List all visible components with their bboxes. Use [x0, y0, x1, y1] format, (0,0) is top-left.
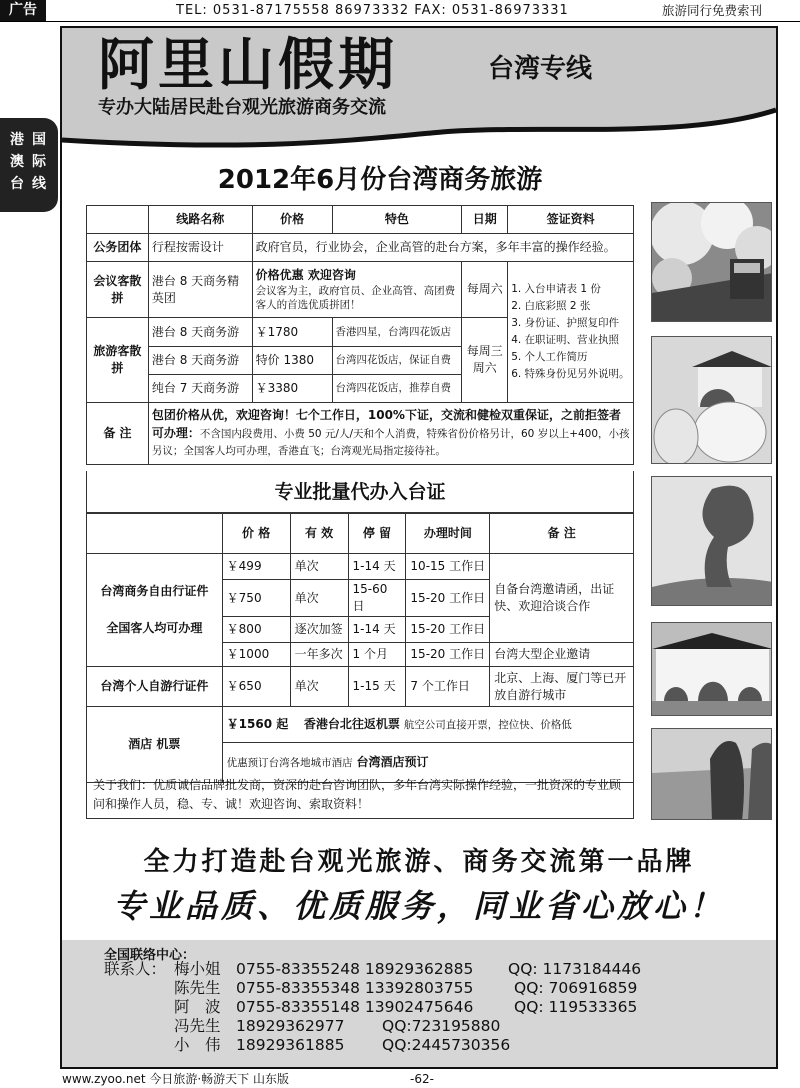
flight-price: ￥1560 起: [226, 717, 289, 731]
contact-qq: QQ: 706916859: [514, 979, 638, 997]
feature-text: 会议客为主，政府官员、企业高管、高团费客人的首选优质拼团！: [255, 285, 456, 311]
valid-cell: 单次: [290, 554, 348, 580]
table-header-row: [87, 206, 634, 234]
top-bar: [0, 0, 800, 22]
col-feature: 特色: [332, 206, 462, 234]
valid-cell: 单次: [290, 580, 348, 617]
contact-qq: QQ:723195880: [382, 1017, 501, 1035]
desc-cell: 政府官员，行业协会，企业高管的赴台方案，多年丰富的操作经验。: [252, 234, 633, 262]
price-cell: ￥750: [222, 580, 290, 617]
visa-item: 5. 个人工作简历: [511, 351, 588, 363]
price-cell: ￥800: [222, 617, 290, 643]
liberty-square-gate-photo: [651, 622, 772, 716]
side-tab-char: 澳: [10, 154, 24, 170]
row-label-line: 全国客人均可办理: [106, 621, 203, 635]
table-row: [87, 403, 634, 465]
time-cell: 7 个工作日: [406, 667, 490, 707]
table-header-row: [87, 514, 634, 554]
contact-phones: 0755-83355148 13902475646: [236, 998, 474, 1016]
route-cell: 港台 8 天商务游: [148, 318, 252, 347]
flight-desc: 航空公司直接开票，控位快、价格低: [403, 719, 572, 731]
table-row: [87, 667, 634, 707]
visa-item: 6. 特殊身份见另外说明。: [511, 368, 630, 380]
stay-cell: 1 个月: [348, 643, 406, 667]
valid-cell: 单次: [290, 667, 348, 707]
hotel-title: 台湾酒店预订: [356, 755, 429, 769]
row-label: 会议客散拼: [87, 262, 149, 318]
feature-cell: [252, 262, 462, 318]
row-label: 备 注: [87, 403, 149, 465]
date-cell: 每周六: [462, 262, 508, 318]
contact-name: 冯先生: [174, 1017, 221, 1035]
valid-cell: 逐次加签: [290, 617, 348, 643]
table-row: [87, 262, 634, 318]
stay-cell: 1-14 天: [348, 617, 406, 643]
price-cell: ￥499: [222, 554, 290, 580]
flight-title: 香港台北往返机票: [303, 717, 400, 731]
table-row: [87, 554, 634, 580]
slogan-quality: 专业品质、优质服务，同业省心放心！: [112, 887, 725, 925]
route-cell: 港台 8 天商务精英团: [148, 262, 252, 318]
table-row: [87, 234, 634, 262]
feature-cell: 台湾四花饭店，推荐自费: [332, 375, 462, 403]
route-cell: 行程按需设计: [148, 234, 252, 262]
slogan-brand: 全力打造赴台观光旅游、商务交流第一品牌: [143, 847, 695, 877]
col-stay: 停 留: [348, 514, 406, 554]
about-us: 关于我们：优质诚信品牌批发商，资深的赴台咨询团队，多年台湾实际操作经验，一批资深的专业顾问和操作人员，稳、专、诚！欢迎咨询、索取资料！: [86, 773, 634, 819]
col-price: 价格: [252, 206, 332, 234]
visa-service-table: [86, 513, 634, 783]
queen-head-rock-photo: [651, 476, 772, 606]
visa-item: 1. 入台申请表 1 份: [511, 283, 601, 295]
contact-phones: 0755-83355248 18929362885: [236, 960, 474, 978]
contact-name: 梅小姐: [174, 960, 221, 978]
main-title: 2012年6月份台湾商务旅游: [217, 165, 543, 195]
price-note: 价格优惠 欢迎咨询: [255, 268, 356, 282]
col-note: 备 注: [490, 514, 634, 554]
row-label: 旅游客散拼: [87, 318, 149, 403]
brand-slogan: 专办大陆居民赴台观光旅游商务交流: [98, 97, 386, 118]
row-label: [87, 554, 223, 667]
feature-cell: 台湾四花饭店，保证自费: [332, 347, 462, 375]
price-cell: ￥1000: [222, 643, 290, 667]
contact-qq: QQ: 1173184446: [508, 960, 642, 978]
time-cell: 15-20 工作日: [406, 617, 490, 643]
remark-text: 不含国内段费用、小费 50 元/人/天和个人消费，特殊省份价格另计，60 岁以上+400，小孩另议；全国客人均可办理，香港直飞；台湾观光局指定接待社。: [151, 428, 630, 457]
row-label: 台湾个人自游行证件: [87, 667, 223, 707]
brand-logo-text: 阿里山假期: [98, 32, 398, 98]
row-label-line: 台湾商务自由行证件: [100, 584, 209, 598]
visa-item: 2. 白底彩照 2 张: [511, 300, 591, 312]
contact-name: 小 伟: [174, 1036, 221, 1054]
contact-title: 全国联络中心：: [104, 948, 196, 963]
col-time: 办理时间: [406, 514, 490, 554]
col-valid: 有 效: [290, 514, 348, 554]
note-cell: 北京、上海、厦门等已开放自游行城市: [490, 667, 634, 707]
visa-list: [508, 262, 634, 403]
stay-cell: 1-15 天: [348, 667, 406, 707]
contact-panel: [62, 940, 776, 1067]
memorial-hall-lion-photo: [651, 336, 772, 464]
magazine-note: 旅游同行免费索刊: [662, 3, 763, 18]
contact-qq: QQ:2445730356: [382, 1036, 511, 1054]
footer-site: www.zyoo.net 今日旅游·畅游天下 山东版: [62, 1072, 289, 1086]
feature-cell: 香港四星，台湾四花饭店: [332, 318, 462, 347]
contact-qq: QQ: 119533365: [514, 998, 638, 1016]
contact-phones: 0755-83355348 13392803755: [236, 979, 474, 997]
price-cell: ￥650: [222, 667, 290, 707]
time-cell: 15-20 工作日: [406, 580, 490, 617]
route-cell: 港台 8 天商务游: [148, 347, 252, 375]
table-row: [87, 707, 634, 743]
price-cell: 特价 1380: [252, 347, 332, 375]
visa-item: 4. 在职证明、营业执照: [511, 334, 620, 346]
row-label: 酒店 机票: [87, 707, 223, 783]
note-cell: 台湾大型企业邀请: [490, 643, 634, 667]
sun-moon-lake-photo: [651, 728, 772, 820]
contact-prefix: 联系人：: [104, 960, 167, 978]
side-tab: [0, 118, 58, 212]
stay-cell: 1-14 天: [348, 554, 406, 580]
contact-phones: 18929361885: [236, 1036, 345, 1054]
brand-subtitle: 台湾专线: [488, 54, 593, 84]
route-cell: 纯台 7 天商务游: [148, 375, 252, 403]
ad-label: 广告: [0, 0, 46, 21]
side-tab-char: 线: [32, 176, 46, 192]
tour-table: [86, 205, 634, 465]
time-cell: 15-20 工作日: [406, 643, 490, 667]
col-price: 价 格: [222, 514, 290, 554]
remark-cell: [148, 403, 633, 465]
contact-name: 阿 波: [174, 998, 221, 1016]
cherry-blossom-photo: [651, 202, 772, 322]
side-tab-char: 台: [10, 176, 24, 192]
visa-item: 3. 身份证、护照复印件: [511, 317, 620, 329]
contact-phones: 18929362977: [236, 1017, 345, 1035]
col-route: 线路名称: [148, 206, 252, 234]
price-cell: ￥3380: [252, 375, 332, 403]
valid-cell: 一年多次: [290, 643, 348, 667]
hotel-desc: 优惠预订台湾各地城市酒店: [226, 757, 353, 769]
note-cell: 自备台湾邀请函，出证快、欢迎洽谈合作: [490, 554, 634, 643]
flight-cell: [222, 707, 633, 743]
row-label: 公务团体: [87, 234, 149, 262]
contact-name: 陈先生: [174, 979, 221, 997]
stay-cell: 15-60 日: [348, 580, 406, 617]
col-visa: 签证资料: [508, 206, 634, 234]
time-cell: 10-15 工作日: [406, 554, 490, 580]
date-cell: 每周三周六: [462, 318, 508, 403]
col-date: 日期: [462, 206, 508, 234]
page-number: -62-: [410, 1072, 434, 1086]
footer: [0, 1071, 800, 1088]
side-tab-char: 港: [10, 132, 24, 148]
side-tab-char: 国: [32, 132, 46, 148]
side-tab-char: 际: [32, 154, 46, 170]
batch-title: 专业批量代办入台证: [86, 471, 634, 513]
tel-fax: TEL: 0531-87175558 86973332 FAX: 0531-86973331: [176, 3, 569, 18]
price-cell: ￥1780: [252, 318, 332, 347]
remark-bold: 包团价格从优，欢迎咨询！七个工作日，100%下证，交流和健检双重保证，之前拒签者可办理：: [151, 408, 621, 440]
